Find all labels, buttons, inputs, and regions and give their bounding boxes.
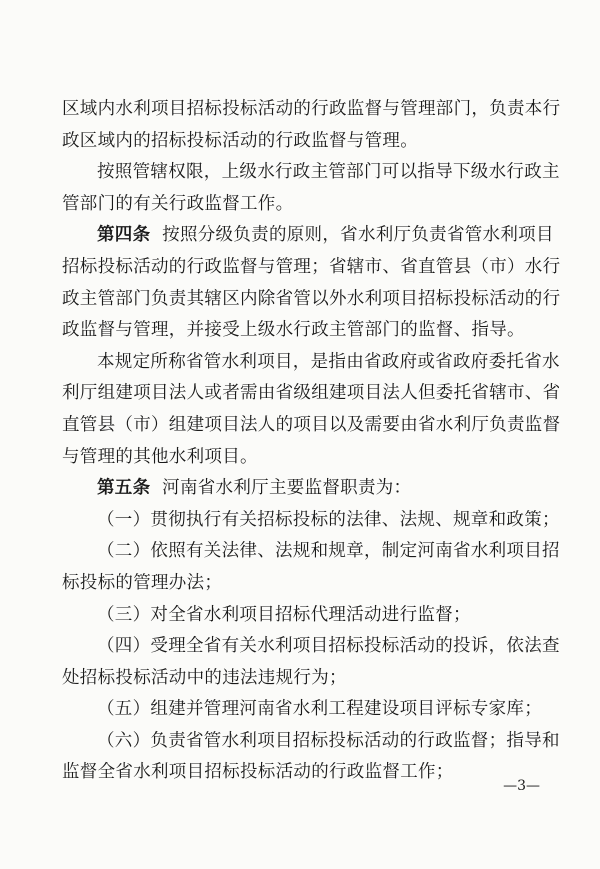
body-text — [62, 94, 561, 789]
text-line: 政监督与管理，并接受上级水行政主管部门的监督、指导。 — [62, 320, 525, 341]
text-line: 按照管辖权限，上级水行政主管部门可以指导下级水行政主 — [97, 162, 560, 183]
list-item-line: （一）贯彻执行有关招标投标的法律、法规、规章和政策； — [97, 509, 560, 530]
text-line: 标投标的管理办法； — [62, 572, 223, 593]
text-line: 利厅组建项目法人或者需由省级组建项目法人但委托省辖市、省 — [62, 383, 561, 404]
text-line: 区域内水利项目招标投标活动的行政监督与管理部门，负责本行 — [62, 99, 561, 119]
text-line: 本规定所称省管水利项目，是指由省政府或省政府委托省水 — [97, 351, 560, 372]
article-4-line: 第四条 按照分级负责的原则，省水利厅负责省管水利项目 — [97, 225, 554, 246]
article-heading: 第五条 — [97, 478, 151, 499]
text-line: 招标投标活动的行政监督与管理；省辖市、省直管县（市）水行 — [62, 256, 561, 277]
list-item-line: （二）依照有关法律、法规和规章，制定河南省水利项目招 — [97, 541, 560, 562]
text-line: 与管理的其他水利项目。 — [62, 446, 258, 467]
text-line: 监督全省水利项目招标投标活动的行政监督工作； — [62, 762, 454, 783]
page-number: —3— — [503, 778, 540, 794]
list-item-line: （四）受理全省有关水利项目招标投标活动的投诉，依法查 — [97, 636, 560, 657]
text-line: 政主管部门负责其辖区内除省管以外水利项目招标投标活动的行 — [62, 288, 561, 309]
text-line: 政区域内的招标投标活动的行政监督与管理。 — [62, 130, 418, 151]
article-5-line: 第五条 河南省水利厅主要监督职责为： — [97, 478, 412, 499]
list-item-line: （六）负责省管水利项目招标投标活动的行政监督；指导和 — [97, 730, 560, 751]
text-line: 直管县（市）组建项目法人的项目以及需要由省水利厅负责监督 — [62, 414, 561, 435]
text-line: 处招标投标活动中的违法违规行为； — [62, 667, 347, 688]
text-line: 管部门的有关行政监督工作。 — [62, 193, 294, 214]
list-item-line: （五）组建并管理河南省水利工程建设项目评标专家库； — [97, 699, 542, 720]
article-heading: 第四条 — [97, 225, 151, 246]
list-item-line: （三）对全省水利项目招标代理活动进行监督； — [97, 604, 471, 625]
